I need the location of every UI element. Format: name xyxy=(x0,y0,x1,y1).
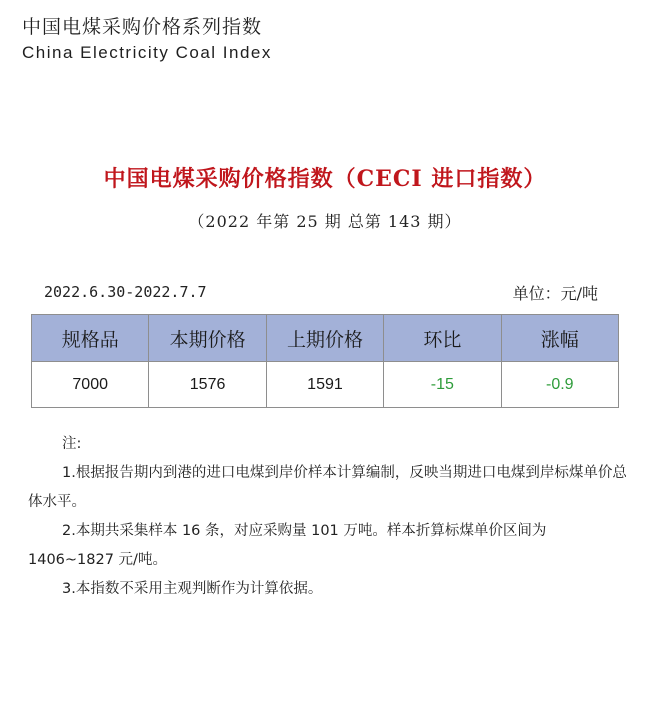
header-title-cn: 中国电煤采购价格系列指数 xyxy=(22,16,263,38)
report-period: 2022.6.30-2022.7.7 xyxy=(44,283,207,301)
report-unit: 单位：元/吨 xyxy=(512,284,598,303)
price-table xyxy=(31,314,619,408)
report-issue: （2022 年第 25 期 总第 143 期） xyxy=(188,212,462,231)
table-row xyxy=(32,362,619,408)
col-header-current-price: 本期价格 xyxy=(149,315,266,362)
cell-previous-price: 1591 xyxy=(266,362,383,408)
cell-spec: 7000 xyxy=(32,362,149,408)
cell-current-price: 1576 xyxy=(149,362,266,408)
report-title: 中国电煤采购价格指数（CECI 进口指数） xyxy=(103,166,547,192)
note-item: 2.本期共采集样本 16 条，对应采购量 101 万吨。样本折算标煤单价区间为 1406~1827 元/吨。 xyxy=(28,523,547,568)
notes-section xyxy=(28,430,628,604)
header-title-en: China Electricity Coal Index xyxy=(22,43,272,62)
col-header-change: 环比 xyxy=(384,315,501,362)
col-header-change-pct: 涨幅 xyxy=(501,315,618,362)
notes-label: 注: xyxy=(62,436,82,452)
col-header-previous-price: 上期价格 xyxy=(266,315,383,362)
cell-change: -15 xyxy=(384,362,501,408)
note-item: 1.根据报告期内到港的进口电煤到岸价样本计算编制，反映当期进口电煤到岸标煤单价总体水平。 xyxy=(28,465,627,510)
cell-change-pct: -0.9 xyxy=(501,362,618,408)
col-header-spec: 规格品 xyxy=(32,315,149,362)
table-header-row xyxy=(32,315,619,362)
note-item: 3.本指数不采用主观判断作为计算依据。 xyxy=(62,581,323,597)
